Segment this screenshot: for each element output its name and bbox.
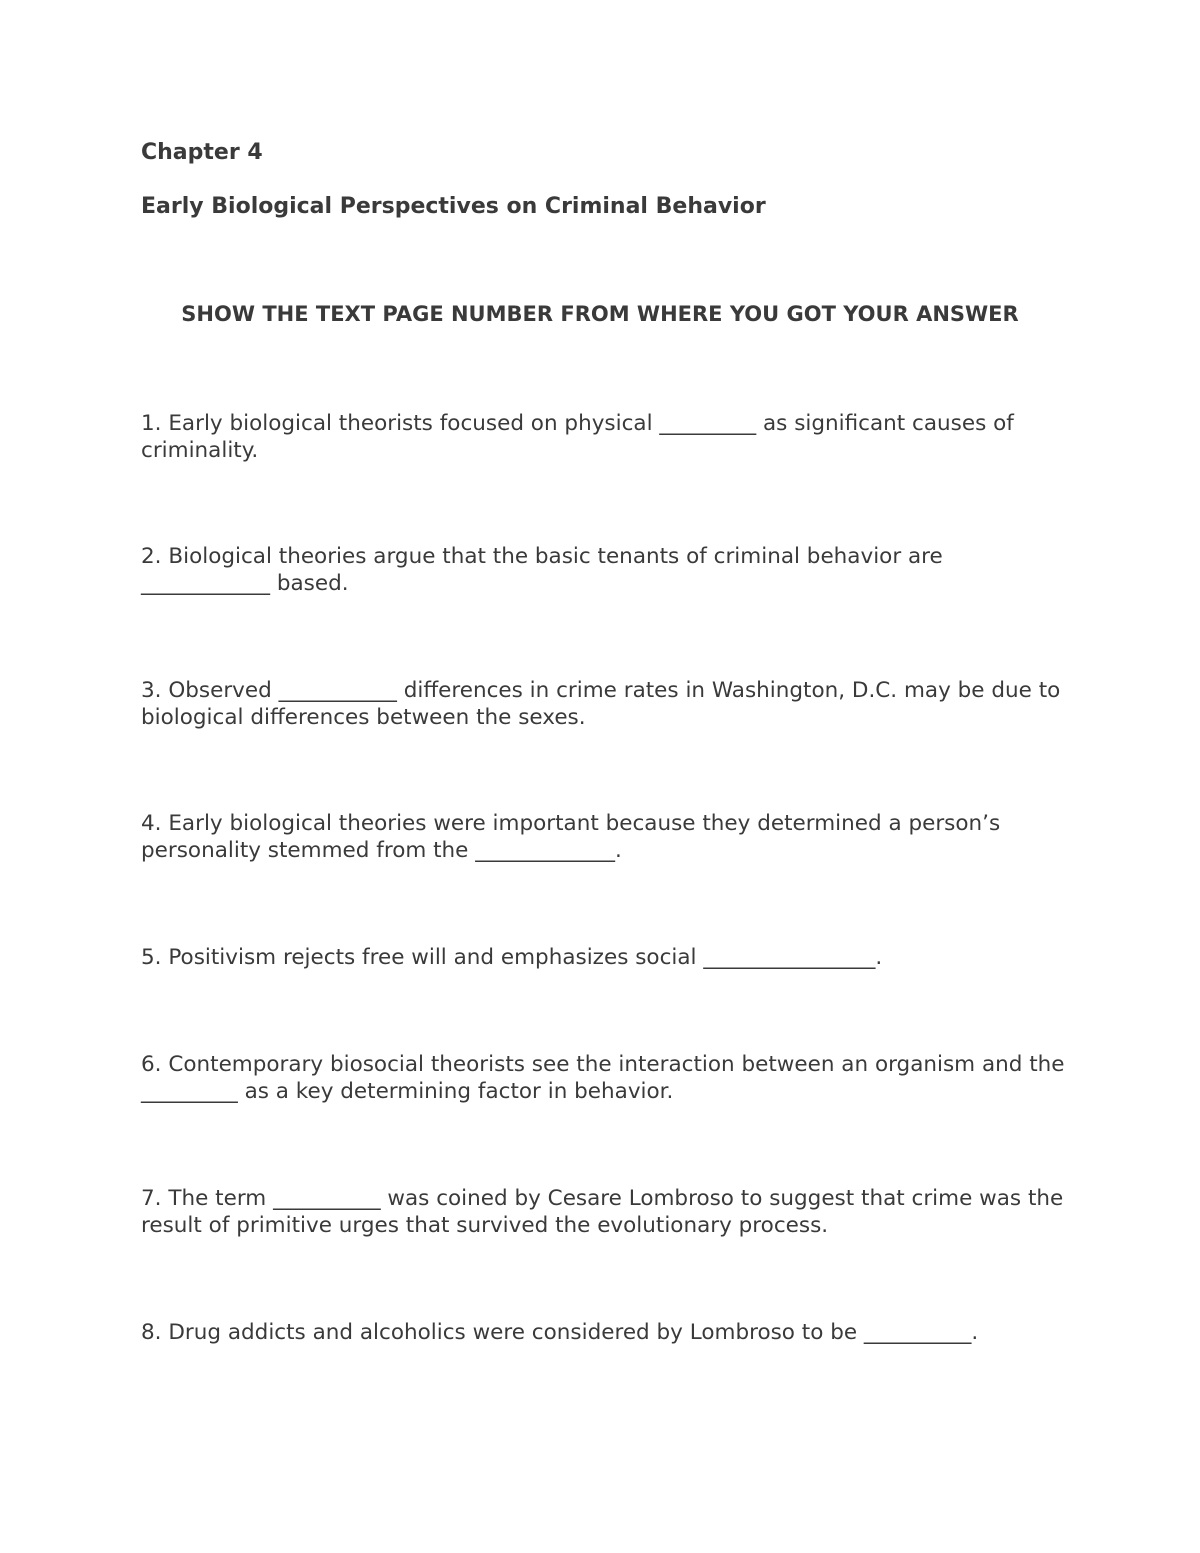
question-1: 1. Early biological theorists focused on physical _________ as significant causes of criminality.: [141, 411, 1014, 463]
question-3: 3. Observed ___________ differences in crime rates in Washington, D.C. may be due to biological differences between the sexes.: [141, 678, 1061, 730]
document-title: Early Biological Perspectives on Criminal Behavior: [141, 194, 766, 219]
question-4: 4. Early biological theories were important because they determined a person’s personality stemmed from the _____________.: [141, 811, 1001, 863]
question-6: 6. Contemporary biosocial theorists see the interaction between an organism and the _________ as a key determining factor in behavior.: [141, 1052, 1065, 1104]
instruction-heading: SHOW THE TEXT PAGE NUMBER FROM WHERE YOU GOT YOUR ANSWER: [181, 302, 1019, 326]
question-8: 8. Drug addicts and alcoholics were considered by Lombroso to be __________.: [141, 1320, 979, 1345]
question-2: 2. Biological theories argue that the basic tenants of criminal behavior are ____________ based.: [141, 544, 943, 596]
question-5: 5. Positivism rejects free will and emphasizes social ________________.: [141, 945, 883, 970]
chapter-heading: Chapter 4: [141, 140, 263, 165]
question-7: 7. The term __________ was coined by Cesare Lombroso to suggest that crime was the result of primitive urges that survived the evolutionary process.: [141, 1186, 1064, 1238]
